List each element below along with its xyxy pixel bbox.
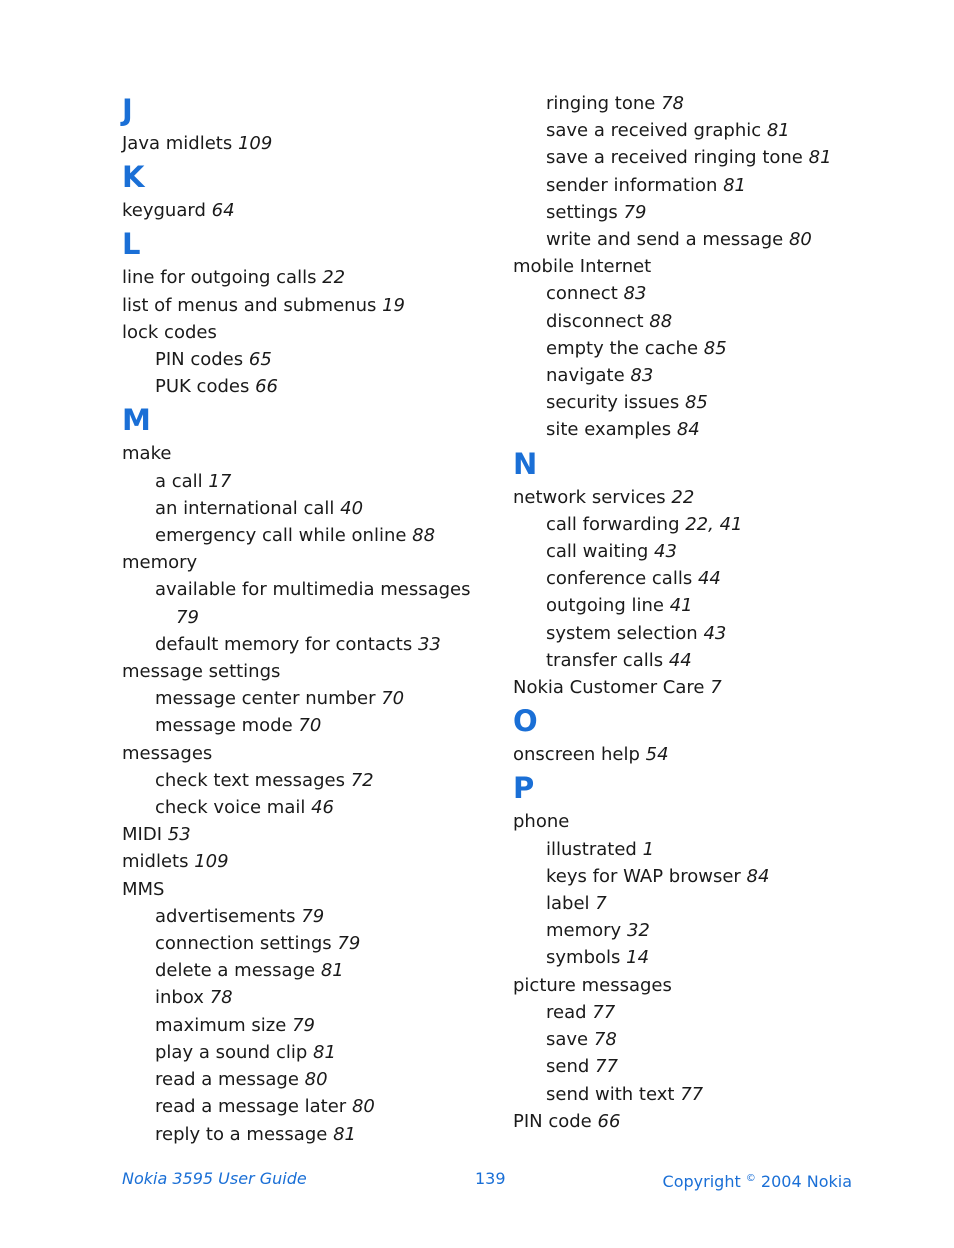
entry-page-ref: 41: [669, 595, 693, 617]
entry-term: PUK codes: [155, 376, 250, 398]
section-letter: L: [122, 227, 141, 262]
index-subentry: [513, 836, 893, 863]
entry-page-ref: 79: [337, 933, 361, 955]
entry-term: security issues: [546, 392, 680, 414]
entry-page-ref: 85: [703, 337, 727, 359]
entry-page-ref: 81: [313, 1041, 336, 1063]
index-subentry: [513, 944, 893, 971]
entry-term: midlets: [122, 851, 189, 873]
index-subentry: [122, 957, 482, 984]
section-letter: O: [513, 704, 538, 739]
entry-page-ref: 40: [340, 497, 364, 519]
entry-term: illustrated: [546, 838, 637, 860]
index-entry: [122, 821, 482, 848]
index-subentry: [122, 712, 482, 739]
entry-term: make: [122, 443, 172, 465]
section-letter: P: [513, 771, 535, 806]
index-entry: [513, 808, 893, 835]
section-letter: J: [122, 93, 133, 127]
index-subentry: [122, 1066, 482, 1093]
entry-page-ref: 70: [381, 688, 405, 710]
entry-page-ref: 19: [382, 294, 405, 316]
entry-term: memory: [122, 552, 198, 574]
entry-term: transfer calls: [546, 649, 664, 671]
index-subentry: [513, 538, 893, 565]
entry-page-ref: 77: [680, 1083, 704, 1105]
index-subentry: [513, 172, 893, 199]
entry-page-ref: 66: [255, 376, 278, 398]
entry-page-ref: 44: [668, 649, 692, 671]
entry-term: save: [546, 1029, 589, 1051]
entry-page-ref: 81: [808, 147, 832, 169]
entry-term: write and send a message: [546, 229, 784, 251]
entry-page-ref: 22: [322, 267, 346, 289]
entry-page-ref: 83: [630, 365, 654, 387]
index-subentry: [513, 90, 893, 117]
entry-term: PIN codes: [155, 349, 244, 371]
entry-term: maximum size: [155, 1014, 287, 1036]
index-subentry: [122, 468, 482, 495]
index-entry: [513, 484, 893, 511]
entry-page-ref: 84: [746, 865, 770, 887]
entry-page-ref: 7: [595, 893, 607, 915]
index-entry: [122, 876, 482, 903]
entry-term: an international call: [155, 497, 335, 519]
entry-term: emergency call while online: [155, 525, 407, 547]
index-subentry: [513, 565, 893, 592]
index-subentry: [122, 1012, 482, 1039]
section-letter: K: [122, 160, 145, 195]
index-entry: [122, 264, 482, 291]
index-subentry: [122, 576, 482, 603]
entry-page-ref: 17: [208, 470, 232, 492]
entry-page-ref: 72: [350, 769, 374, 791]
index-subentry: [122, 903, 482, 930]
entry-term: inbox: [155, 987, 204, 1009]
index-subentry: [122, 495, 482, 522]
entry-term: list of menus and submenus: [122, 294, 377, 316]
entry-page-ref: 54: [645, 744, 669, 766]
copyright-year-owner: 2004 Nokia: [760, 1172, 852, 1191]
entry-term: read a message later: [155, 1096, 347, 1118]
entry-term: save a received graphic: [546, 120, 762, 142]
index-subentry: [513, 280, 893, 307]
entry-term: MIDI: [122, 824, 163, 846]
entry-term: navigate: [546, 365, 625, 387]
entry-term: keys for WAP browser: [546, 865, 741, 887]
entry-page-ref: 85: [684, 392, 708, 414]
entry-term: disconnect: [546, 310, 644, 332]
entry-page-ref: 44: [697, 568, 721, 590]
entry-term: check voice mail: [155, 797, 306, 819]
index-subentry: [122, 1121, 482, 1148]
entry-page-ref: 88: [412, 525, 436, 547]
entry-term: phone: [513, 811, 570, 833]
entry-page-ref: 80: [304, 1069, 328, 1091]
index-subentry: [513, 144, 893, 171]
index-subentry: [513, 511, 893, 538]
index-subentry: [122, 373, 482, 400]
entry-term: Nokia Customer Care: [513, 677, 705, 699]
index-entry: [122, 130, 482, 157]
entry-term: ringing tone: [546, 93, 656, 114]
index-subentry: [513, 335, 893, 362]
entry-page-ref: 84: [676, 419, 700, 441]
entry-page-ref: 22, 41: [685, 513, 743, 535]
entry-page-ref: 78: [593, 1029, 617, 1051]
index-entry: [122, 549, 482, 576]
entry-term: message settings: [122, 661, 281, 683]
entry-page-ref: 109: [237, 133, 273, 154]
entry-page-ref: 14: [626, 947, 650, 969]
index-subentry: [513, 592, 893, 619]
index-subentry: [513, 308, 893, 335]
entry-page-ref: 64: [211, 200, 235, 222]
entry-term: message mode: [155, 715, 293, 737]
entry-page-ref: 53: [167, 824, 191, 846]
entry-term: connect: [546, 283, 618, 305]
entry-term: Java midlets: [122, 133, 233, 154]
entry-page-ref: 77: [595, 1056, 618, 1078]
entry-page-ref: 79: [176, 606, 199, 628]
entry-term: available for multimedia messages: [155, 579, 471, 601]
entry-term: sender information: [546, 174, 718, 196]
index-entry: [122, 440, 482, 467]
index-entry: [513, 1108, 893, 1135]
index-entry: [122, 292, 482, 319]
entry-page-ref: 109: [194, 851, 229, 873]
entry-page-ref: 22: [671, 486, 695, 508]
entry-term: lock codes: [122, 321, 217, 343]
index-subentry: [122, 930, 482, 957]
entry-page-ref: 1: [642, 838, 655, 860]
entry-page-ref: 78: [661, 93, 684, 114]
entry-term: line for outgoing calls: [122, 267, 317, 289]
index-subentry: [122, 346, 482, 373]
entry-term: call waiting: [546, 541, 649, 563]
entry-term: send: [546, 1056, 590, 1078]
entry-term: onscreen help: [513, 744, 640, 766]
entry-term: empty the cache: [546, 337, 699, 359]
section-letter: N: [513, 446, 538, 481]
entry-page-ref: 80: [351, 1096, 375, 1118]
index-subentry: [513, 226, 893, 253]
copyright-label: Copyright: [662, 1172, 741, 1191]
entry-term: settings: [546, 201, 618, 223]
index-subentry: [513, 416, 893, 443]
copyright-symbol: ©: [745, 1173, 756, 1184]
index-subentry: [513, 647, 893, 674]
index-subentry: [513, 1026, 893, 1053]
index-subentry: [122, 984, 482, 1011]
entry-term: label: [546, 893, 590, 915]
entry-term: symbols: [546, 947, 621, 969]
entry-term: reply to a message: [155, 1123, 328, 1145]
entry-page-ref: 7: [710, 677, 722, 699]
entry-term: check text messages: [155, 769, 345, 791]
index-column-left: [122, 90, 482, 1148]
entry-page-ref: 81: [333, 1123, 356, 1145]
index-entry: [513, 253, 893, 280]
index-subentry: [513, 117, 893, 144]
entry-page-ref: 78: [209, 987, 233, 1009]
index-subentry: [122, 1093, 482, 1120]
entry-term: system selection: [546, 622, 698, 644]
index-subentry: [513, 199, 893, 226]
entry-term: advertisements: [155, 905, 296, 927]
entry-term: PIN code: [513, 1110, 592, 1132]
entry-page-ref: 81: [766, 120, 790, 142]
index-subentry: [122, 522, 482, 549]
entry-page-ref: 83: [623, 283, 647, 305]
entry-page-ref: 32: [626, 920, 650, 942]
entry-term: MMS: [122, 878, 165, 900]
index-subentry: [513, 362, 893, 389]
index-entry: [513, 741, 893, 768]
index-column-right: [513, 90, 893, 1135]
index-entry: [513, 972, 893, 999]
entry-page-ref: 79: [623, 201, 647, 223]
entry-term: default memory for contacts: [155, 633, 413, 655]
entry-term: messages: [122, 742, 213, 764]
index-entry: [122, 740, 482, 767]
entry-page-ref: 81: [320, 960, 344, 982]
entry-page-ref: 70: [298, 715, 322, 737]
entry-term: mobile Internet: [513, 256, 652, 278]
section-letter: M: [122, 403, 151, 438]
entry-term: network services: [513, 486, 666, 508]
entry-term: outgoing line: [546, 595, 664, 617]
entry-page-ref: 81: [723, 174, 747, 196]
entry-page-ref: 43: [654, 541, 677, 563]
entry-term: play a sound clip: [155, 1041, 308, 1063]
entry-term: site examples: [546, 419, 672, 441]
entry-page-ref: 66: [597, 1110, 621, 1132]
entry-term: picture messages: [513, 974, 672, 996]
index-subentry: [513, 917, 893, 944]
index-entry: [122, 319, 482, 346]
entry-page-ref: 88: [649, 310, 673, 332]
index-subentry: [122, 604, 482, 631]
entry-page-ref: 46: [311, 797, 334, 819]
entry-page-ref: 65: [248, 349, 272, 371]
entry-page-ref: 33: [417, 633, 441, 655]
entry-page-ref: 79: [301, 905, 325, 927]
index-subentry: [122, 631, 482, 658]
entry-page-ref: 80: [788, 229, 812, 251]
footer-copyright: [663, 1168, 852, 1193]
index-subentry: [513, 863, 893, 890]
index-subentry: [122, 1039, 482, 1066]
footer-page-number: 139: [475, 1169, 506, 1188]
index-subentry: [122, 794, 482, 821]
entry-page-ref: 43: [703, 622, 727, 644]
entry-term: connection settings: [155, 933, 332, 955]
index-entry: [513, 674, 893, 701]
entry-term: read: [546, 1001, 587, 1023]
entry-term: a call: [155, 470, 203, 492]
entry-term: send with text: [546, 1083, 675, 1105]
index-subentry: [513, 890, 893, 917]
entry-term: memory: [546, 920, 622, 942]
entry-page-ref: 77: [592, 1001, 616, 1023]
index-entry: [122, 197, 482, 224]
index-subentry: [513, 620, 893, 647]
entry-term: save a received ringing tone: [546, 147, 803, 169]
index-subentry: [122, 767, 482, 794]
index-subentry: [513, 389, 893, 416]
entry-term: call forwarding: [546, 513, 680, 535]
index-entry: [122, 658, 482, 685]
index-entry: [122, 848, 482, 875]
entry-term: delete a message: [155, 960, 316, 982]
index-subentry: [122, 685, 482, 712]
footer-guide-title: Nokia 3595 User Guide: [122, 1169, 307, 1188]
entry-page-ref: 79: [292, 1014, 315, 1036]
entry-term: read a message: [155, 1069, 299, 1091]
entry-term: keyguard: [122, 200, 206, 222]
entry-term: message center number: [155, 688, 376, 710]
index-subentry: [513, 999, 893, 1026]
entry-term: conference calls: [546, 568, 693, 590]
index-subentry: [513, 1053, 893, 1080]
index-subentry: [513, 1081, 893, 1108]
